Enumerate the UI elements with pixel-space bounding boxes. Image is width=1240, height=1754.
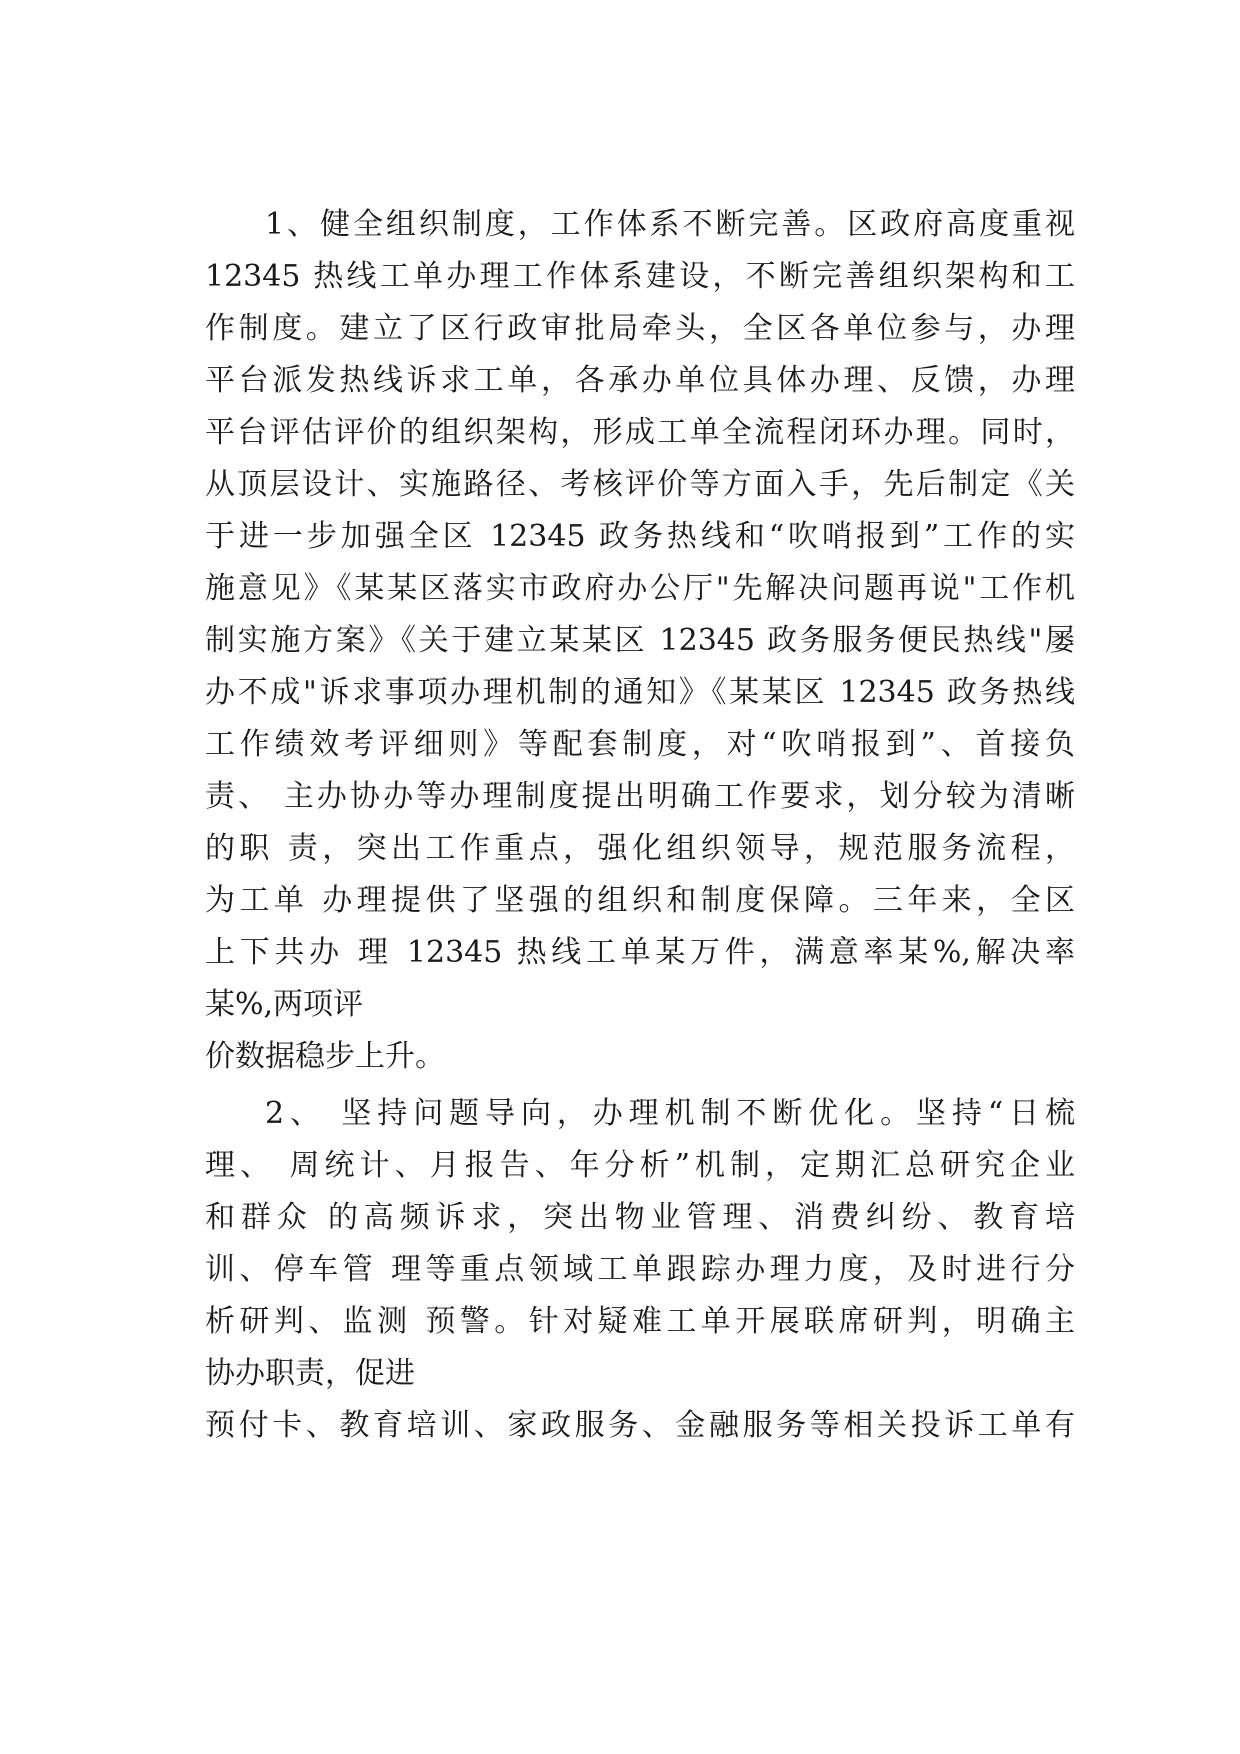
paragraph-1-line-4: 平台派发热线诉求工单，各承办单位具体办理、反馈，办理	[205, 363, 1075, 398]
paragraph-1-line-12: 责、 主办协办等办理制度提出明确工作要求，划分较为清晰	[205, 779, 1075, 814]
paragraph-2-line-2: 理、 周统计、月报告、年分析”机制，定期汇总研究企业	[205, 1148, 1075, 1183]
paragraph-2-line-4: 训、停车管 理等重点领域工单跟踪办理力度，及时进行分	[205, 1252, 1075, 1287]
paragraph-2-line-5: 析研判、监测 预警。针对疑难工单开展联席研判，明确主	[205, 1304, 1075, 1339]
paragraph-1-line-14: 为工单 办理提供了坚强的组织和制度保障。三年来，全区	[205, 883, 1075, 918]
paragraph-1-line-3: 作制度。建立了区行政审批局牵头，全区各单位参与，办理	[205, 311, 1075, 346]
paragraph-1-line-16: 某%,两项评	[205, 987, 364, 1022]
paragraph-1-line-17: 价数据稳步上升。	[205, 1039, 445, 1074]
paragraph-1-line-2: 12345 热线工单办理工作体系建设，不断完善组织架构和工	[205, 259, 1075, 294]
paragraph-1-line-6: 从顶层设计、实施路径、考核评价等方面入手，先后制定《关	[205, 467, 1075, 502]
paragraph-1-line-13: 的职 责，突出工作重点，强化组织领导，规范服务流程，	[205, 831, 1075, 866]
paragraph-2-line-1: 2、 坚持问题导向，办理机制不断优化。坚持“日梳	[265, 1096, 1075, 1131]
paragraph-1-line-11: 工作绩效考评细则》等配套制度，对“吹哨报到”、首接负	[205, 727, 1075, 762]
paragraph-1-line-5: 平台评估评价的组织架构，形成工单全流程闭环办理。同时，	[205, 415, 1075, 450]
paragraph-2-line-7: 预付卡、教育培训、家政服务、金融服务等相关投诉工单有	[205, 1408, 1075, 1443]
paragraph-1-line-1: 1、健全组织制度，工作体系不断完善。区政府高度重视	[265, 207, 1075, 242]
paragraph-1-line-15: 上下共办 理 12345 热线工单某万件，满意率某%,解决率	[205, 935, 1075, 970]
paragraph-1-line-10: 办不成"诉求事项办理机制的通知》《某某区 12345 政务热线	[205, 675, 1075, 710]
paragraph-1-line-8: 施意见》《某某区落实市政府办公厅"先解决问题再说"工作机	[205, 571, 1075, 606]
paragraph-1-line-9: 制实施方案》《关于建立某某区 12345 政务服务便民热线"屡	[205, 623, 1075, 658]
paragraph-1-line-7: 于进一步加强全区 12345 政务热线和“吹哨报到”工作的实	[205, 519, 1075, 554]
paragraph-2-line-3: 和群众 的高频诉求，突出物业管理、消费纠纷、教育培	[205, 1200, 1075, 1235]
paragraph-2-line-6: 协办职责，促进	[205, 1356, 415, 1391]
